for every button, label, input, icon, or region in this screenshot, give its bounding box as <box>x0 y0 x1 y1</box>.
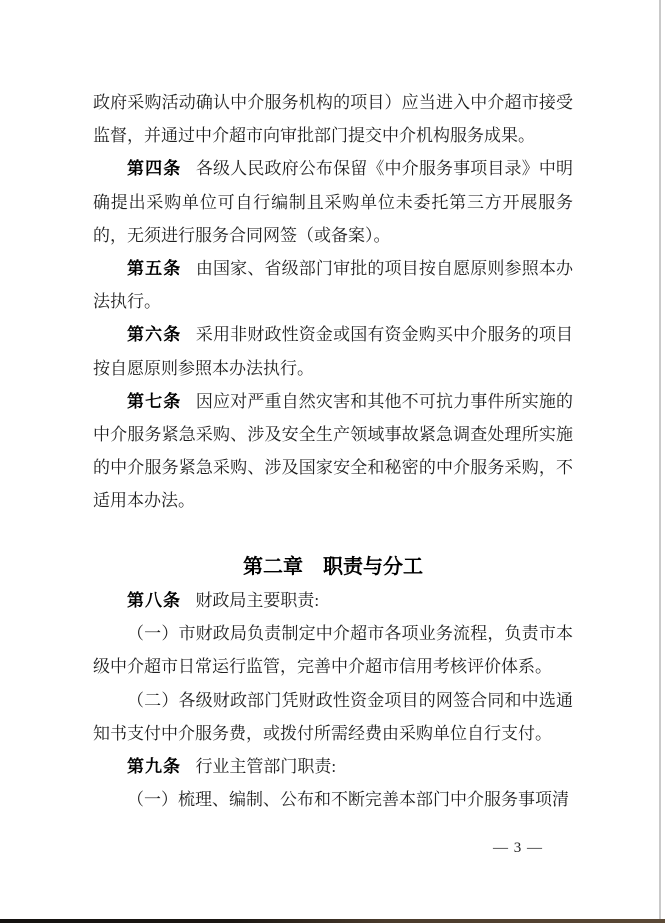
article-4-text: 各级人民政府公布保留《中介服务事项目录》中明确提出采购单位可自行编制且采购单位未委托第三方开展服务的，无须进行服务合同网签（或备案）。 <box>93 159 574 245</box>
paragraph-article-6 <box>93 318 573 384</box>
chapter-2-heading: 第二章 职责与分工 <box>243 555 423 578</box>
scan-edge-strip <box>0 919 665 923</box>
article-9-number: 第九条 <box>127 757 181 777</box>
paragraph-article-7 <box>93 385 573 518</box>
article-8-number: 第八条 <box>127 591 181 611</box>
article-6-number: 第六条 <box>127 325 182 345</box>
article-6-text: 采用非财政性资金或国有资金购买中介服务的项目按自愿原则参照本办法执行。 <box>93 325 574 378</box>
article-5-number: 第五条 <box>127 259 182 279</box>
article-9-text: 行业主管部门职责: <box>195 757 337 777</box>
paragraph-clause-8-1: （一）市财政局负责制定中介超市各项业务流程，负责市本级中介超市日常运行监管，完善中介超市信用考核评价体系。 <box>93 624 573 677</box>
paragraph-article-5 <box>93 252 573 318</box>
article-8-text: 财政局主要职责: <box>195 591 320 611</box>
article-4-number: 第四条 <box>127 159 182 179</box>
article-7-number: 第七条 <box>127 391 182 411</box>
paragraph-continuation: 政府采购活动确认中介服务机构的项目）应当进入中介超市接受监督，并通过中介超市向审批部门提交中介机构服务成果。 <box>93 93 573 146</box>
scan-edge-line <box>659 0 661 919</box>
page-number: — 3 — <box>493 840 543 856</box>
paragraph-article-4 <box>93 152 573 252</box>
paragraph-clause-9-1: （一）梳理、编制、公布和不断完善本部门中介服务事项清 <box>127 790 569 810</box>
paragraph-clause-8-2: （二）各级财政部门凭财政性资金项目的网签合同和中选通知书支付中介服务费，或拨付所需经费由采购单位自行支付。 <box>93 690 573 743</box>
paragraph-article-9 <box>93 750 573 783</box>
paragraph-article-8 <box>93 584 573 617</box>
article-7-text: 因应对严重自然灾害和其他不可抗力事件所实施的中介服务紧急采购、涉及安全生产领域事故紧急调查处理所实施的中介服务紧急采购、涉及国家安全和秘密的中介服务采购，不适用本办法。 <box>93 391 574 511</box>
document-body <box>93 86 573 816</box>
article-5-text: 由国家、省级部门审批的项目按自愿原则参照本办法执行。 <box>93 259 574 312</box>
